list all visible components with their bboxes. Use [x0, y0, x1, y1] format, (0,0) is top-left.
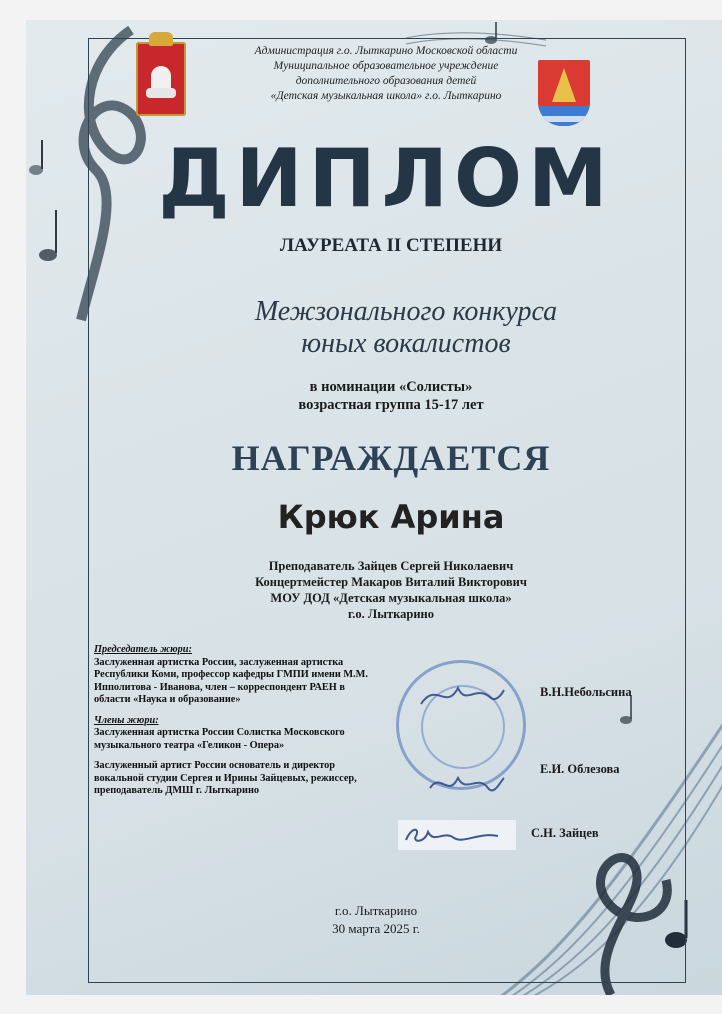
accompanist-line: Концертмейстер Макаров Виталий Викторович	[255, 575, 527, 589]
jury-members-label: Члены жюри:	[94, 714, 159, 726]
contest-name	[126, 296, 686, 360]
diploma-title: ДИПЛОМ	[158, 132, 614, 225]
issue-city: г.о. Лыткарино	[334, 903, 418, 918]
member1-signature	[426, 768, 506, 807]
header-line: Администрация г.о. Лыткарино Московской области	[254, 45, 518, 57]
jury-chair-label: Председатель жюри:	[94, 644, 192, 655]
age-group-line: возрастная группа 15-17 лет	[298, 397, 484, 413]
issuer-header	[196, 44, 576, 104]
chair-signature	[416, 676, 506, 721]
nomination-info	[126, 378, 656, 414]
contest-line: Межзонального конкурса	[254, 296, 558, 327]
contest-line: юных вокалистов	[301, 328, 511, 359]
issue-date: 30 марта 2025 г.	[332, 921, 420, 936]
school-line: МОУ ДОД «Детская музыкальная школа»	[270, 591, 512, 605]
member1-signature-name: Е.И. Облезова	[540, 762, 620, 776]
header-line: дополнительного образования детей	[295, 75, 477, 87]
teachers-info	[126, 558, 656, 622]
chair-signature-name: В.Н.Небольсина	[540, 685, 632, 699]
header-line: «Детская музыкальная школа» г.о. Лыткарино	[270, 90, 502, 102]
city-line: г.о. Лыткарино	[348, 607, 434, 621]
teacher-line: Преподаватель Зайцев Сергей Николаевич	[268, 559, 514, 573]
diploma-page	[26, 20, 722, 995]
awarded-heading: НАГРАЖДАЕТСЯ	[231, 438, 551, 478]
jury-member2-description: Заслуженный артист России основатель и директор вокальной студии Сергея и Ирины Зайцевых, режиссер, преподаватель ДМШ г. Лыткарино	[94, 760, 357, 796]
header-line: Муниципальное образовательное учреждение	[273, 60, 499, 72]
issue-place-date	[126, 902, 626, 938]
jury-section	[94, 644, 374, 806]
jury-chair-description: Заслуженная артистка России, заслуженная артистка Республики Коми, профессор кафедры ГМПИ имени М.М. Ипполитова - Иванова, член – корреспондент РАЕН в области «Наука и образование»	[94, 656, 368, 705]
nomination-line: в номинации «Солисты»	[309, 379, 473, 395]
member2-signature-name: С.Н. Зайцев	[531, 826, 599, 840]
jury-member1-description: Заслуженная артистка России Солистка Московского музыкального театра «Геликон - Опера»	[94, 727, 345, 751]
member2-signature	[398, 820, 516, 850]
laureate-degree: ЛАУРЕАТА II СТЕПЕНИ	[279, 235, 503, 256]
recipient-name: Крюк Арина	[277, 498, 505, 536]
moscow-oblast-coat-of-arms-icon	[136, 42, 186, 116]
